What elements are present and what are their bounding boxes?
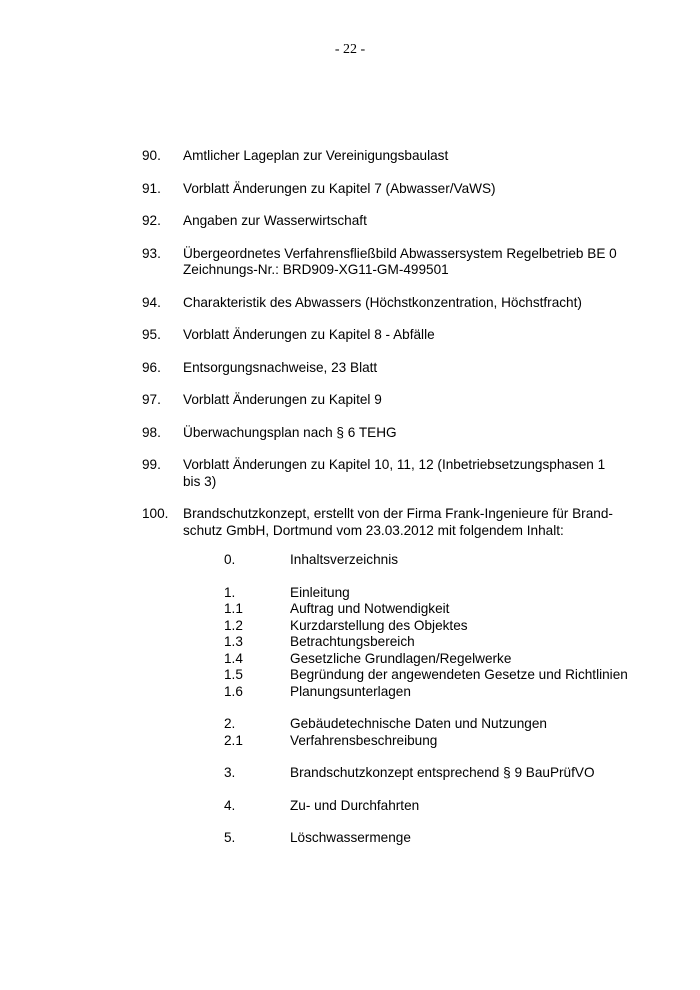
contents-entry — [224, 684, 642, 701]
item-number: 94. — [142, 294, 161, 310]
contents-number: 1.3 — [224, 634, 243, 649]
list-item — [142, 295, 642, 312]
contents-entry — [224, 667, 642, 684]
contents-entry — [224, 733, 642, 750]
item-text-line: Vorblatt Änderungen zu Kapitel 10, 11, 12 (Inbetriebsetzungsphasen 1 — [183, 457, 606, 472]
item-text — [183, 360, 642, 377]
list-item — [142, 213, 642, 230]
page-number: - 22 - — [334, 42, 366, 57]
contents-group — [224, 716, 642, 749]
contents-entry — [224, 765, 642, 782]
contents-number: 2. — [224, 716, 236, 731]
contents-title: Gebäudetechnische Daten und Nutzungen — [290, 716, 547, 731]
item-text — [183, 181, 642, 198]
item-text — [183, 213, 642, 230]
contents-number: 0. — [224, 552, 236, 567]
contents-title: Löschwassermenge — [290, 830, 411, 845]
contents-title: Kurzdarstellung des Objektes — [290, 617, 468, 633]
contents-title: Zu- und Durchfahrten — [290, 797, 420, 813]
item-text — [183, 246, 642, 279]
item-text-line: schutz GmbH, Dortmund vom 23.03.2012 mit folgendem Inhalt: — [183, 522, 564, 538]
item-number: 91. — [142, 180, 161, 196]
list-item — [142, 392, 642, 409]
item-number: 90. — [142, 148, 161, 163]
contents-entry — [224, 651, 642, 668]
contents-number: 1.2 — [224, 617, 243, 633]
item-text-line: Amtlicher Lageplan zur Vereinigungsbaulast — [183, 148, 449, 163]
contents-entry — [224, 798, 642, 815]
contents-number: 1.6 — [224, 683, 243, 699]
item-text-line: Charakteristik des Abwassers (Höchstkonzentration, Höchstfracht) — [183, 294, 582, 310]
contents-group — [224, 798, 642, 815]
item-text-line: Überwachungsplan nach § 6 TEHG — [183, 424, 397, 440]
list-item — [142, 246, 642, 279]
contents-entry — [224, 601, 642, 618]
contents-group — [224, 552, 642, 569]
item-number: 93. — [142, 245, 161, 261]
contents-number: 4. — [224, 797, 236, 813]
contents-number: 1. — [224, 584, 236, 600]
item-text — [183, 392, 642, 409]
list-item — [142, 425, 642, 442]
item-number: 98. — [142, 424, 161, 440]
document-body — [142, 148, 642, 879]
contents-number: 1.1 — [224, 601, 243, 616]
list-item — [142, 360, 642, 377]
item-text — [183, 295, 642, 312]
list-item — [142, 181, 642, 198]
item-number: 95. — [142, 327, 161, 342]
item-text — [183, 506, 642, 863]
contents-number: 1.4 — [224, 650, 243, 666]
contents-entry — [224, 634, 642, 651]
item-text-line: Entsorgungsnachweise, 23 Blatt — [183, 359, 378, 375]
contents-number: 5. — [224, 830, 236, 845]
contents-entry — [224, 716, 642, 733]
item-text-line: Zeichnungs-Nr.: BRD909-XG11-GM-499501 — [183, 262, 449, 277]
list-item — [142, 457, 642, 490]
contents-entry — [224, 618, 642, 635]
item-text-line: Angaben zur Wasserwirtschaft — [183, 213, 367, 228]
contents-group — [224, 765, 642, 782]
item-number: 92. — [142, 213, 161, 228]
contents-title: Planungsunterlagen — [290, 683, 411, 699]
item-text — [183, 457, 642, 490]
contents-entry — [224, 552, 642, 569]
item-text-line: Vorblatt Änderungen zu Kapitel 9 — [183, 392, 382, 407]
brandschutz-contents — [224, 552, 642, 847]
contents-title: Verfahrensbeschreibung — [290, 732, 438, 748]
contents-title: Brandschutzkonzept entsprechend § 9 BauPrüfVO — [290, 765, 595, 780]
item-text-line: Übergeordnetes Verfahrensfließbild Abwassersystem Regelbetrieb BE 0 — [183, 245, 617, 261]
item-number: 99. — [142, 457, 161, 472]
list-item — [142, 148, 642, 165]
item-text — [183, 327, 642, 344]
contents-entry — [224, 830, 642, 847]
item-text-line: bis 3) — [183, 473, 217, 489]
item-number: 100. — [142, 506, 169, 521]
contents-title: Auftrag und Notwendigkeit — [290, 601, 450, 616]
contents-number: 2.1 — [224, 732, 243, 748]
contents-title: Inhaltsverzeichnis — [290, 552, 399, 567]
item-number: 97. — [142, 392, 161, 407]
contents-title: Gesetzliche Grundlagen/Regelwerke — [290, 650, 512, 666]
item-text — [183, 425, 642, 442]
item-text — [183, 148, 642, 165]
item-text-line: Brandschutzkonzept, erstellt von der Firma Frank-Ingenieure für Brand- — [183, 506, 613, 521]
item-text-line: Vorblatt Änderungen zu Kapitel 8 - Abfälle — [183, 327, 435, 342]
list-item — [142, 506, 642, 863]
contents-group — [224, 830, 642, 847]
contents-number: 1.5 — [224, 667, 243, 682]
contents-entry — [224, 585, 642, 602]
contents-group — [224, 585, 642, 701]
item-text-line: Vorblatt Änderungen zu Kapitel 7 (Abwasser/VaWS) — [183, 180, 496, 196]
item-number: 96. — [142, 359, 161, 375]
contents-title: Einleitung — [290, 584, 350, 600]
list-item — [142, 327, 642, 344]
contents-title: Begründung der angewendeten Gesetze und Richtlinien — [290, 667, 628, 682]
contents-title: Betrachtungsbereich — [290, 634, 415, 649]
contents-number: 3. — [224, 765, 236, 780]
